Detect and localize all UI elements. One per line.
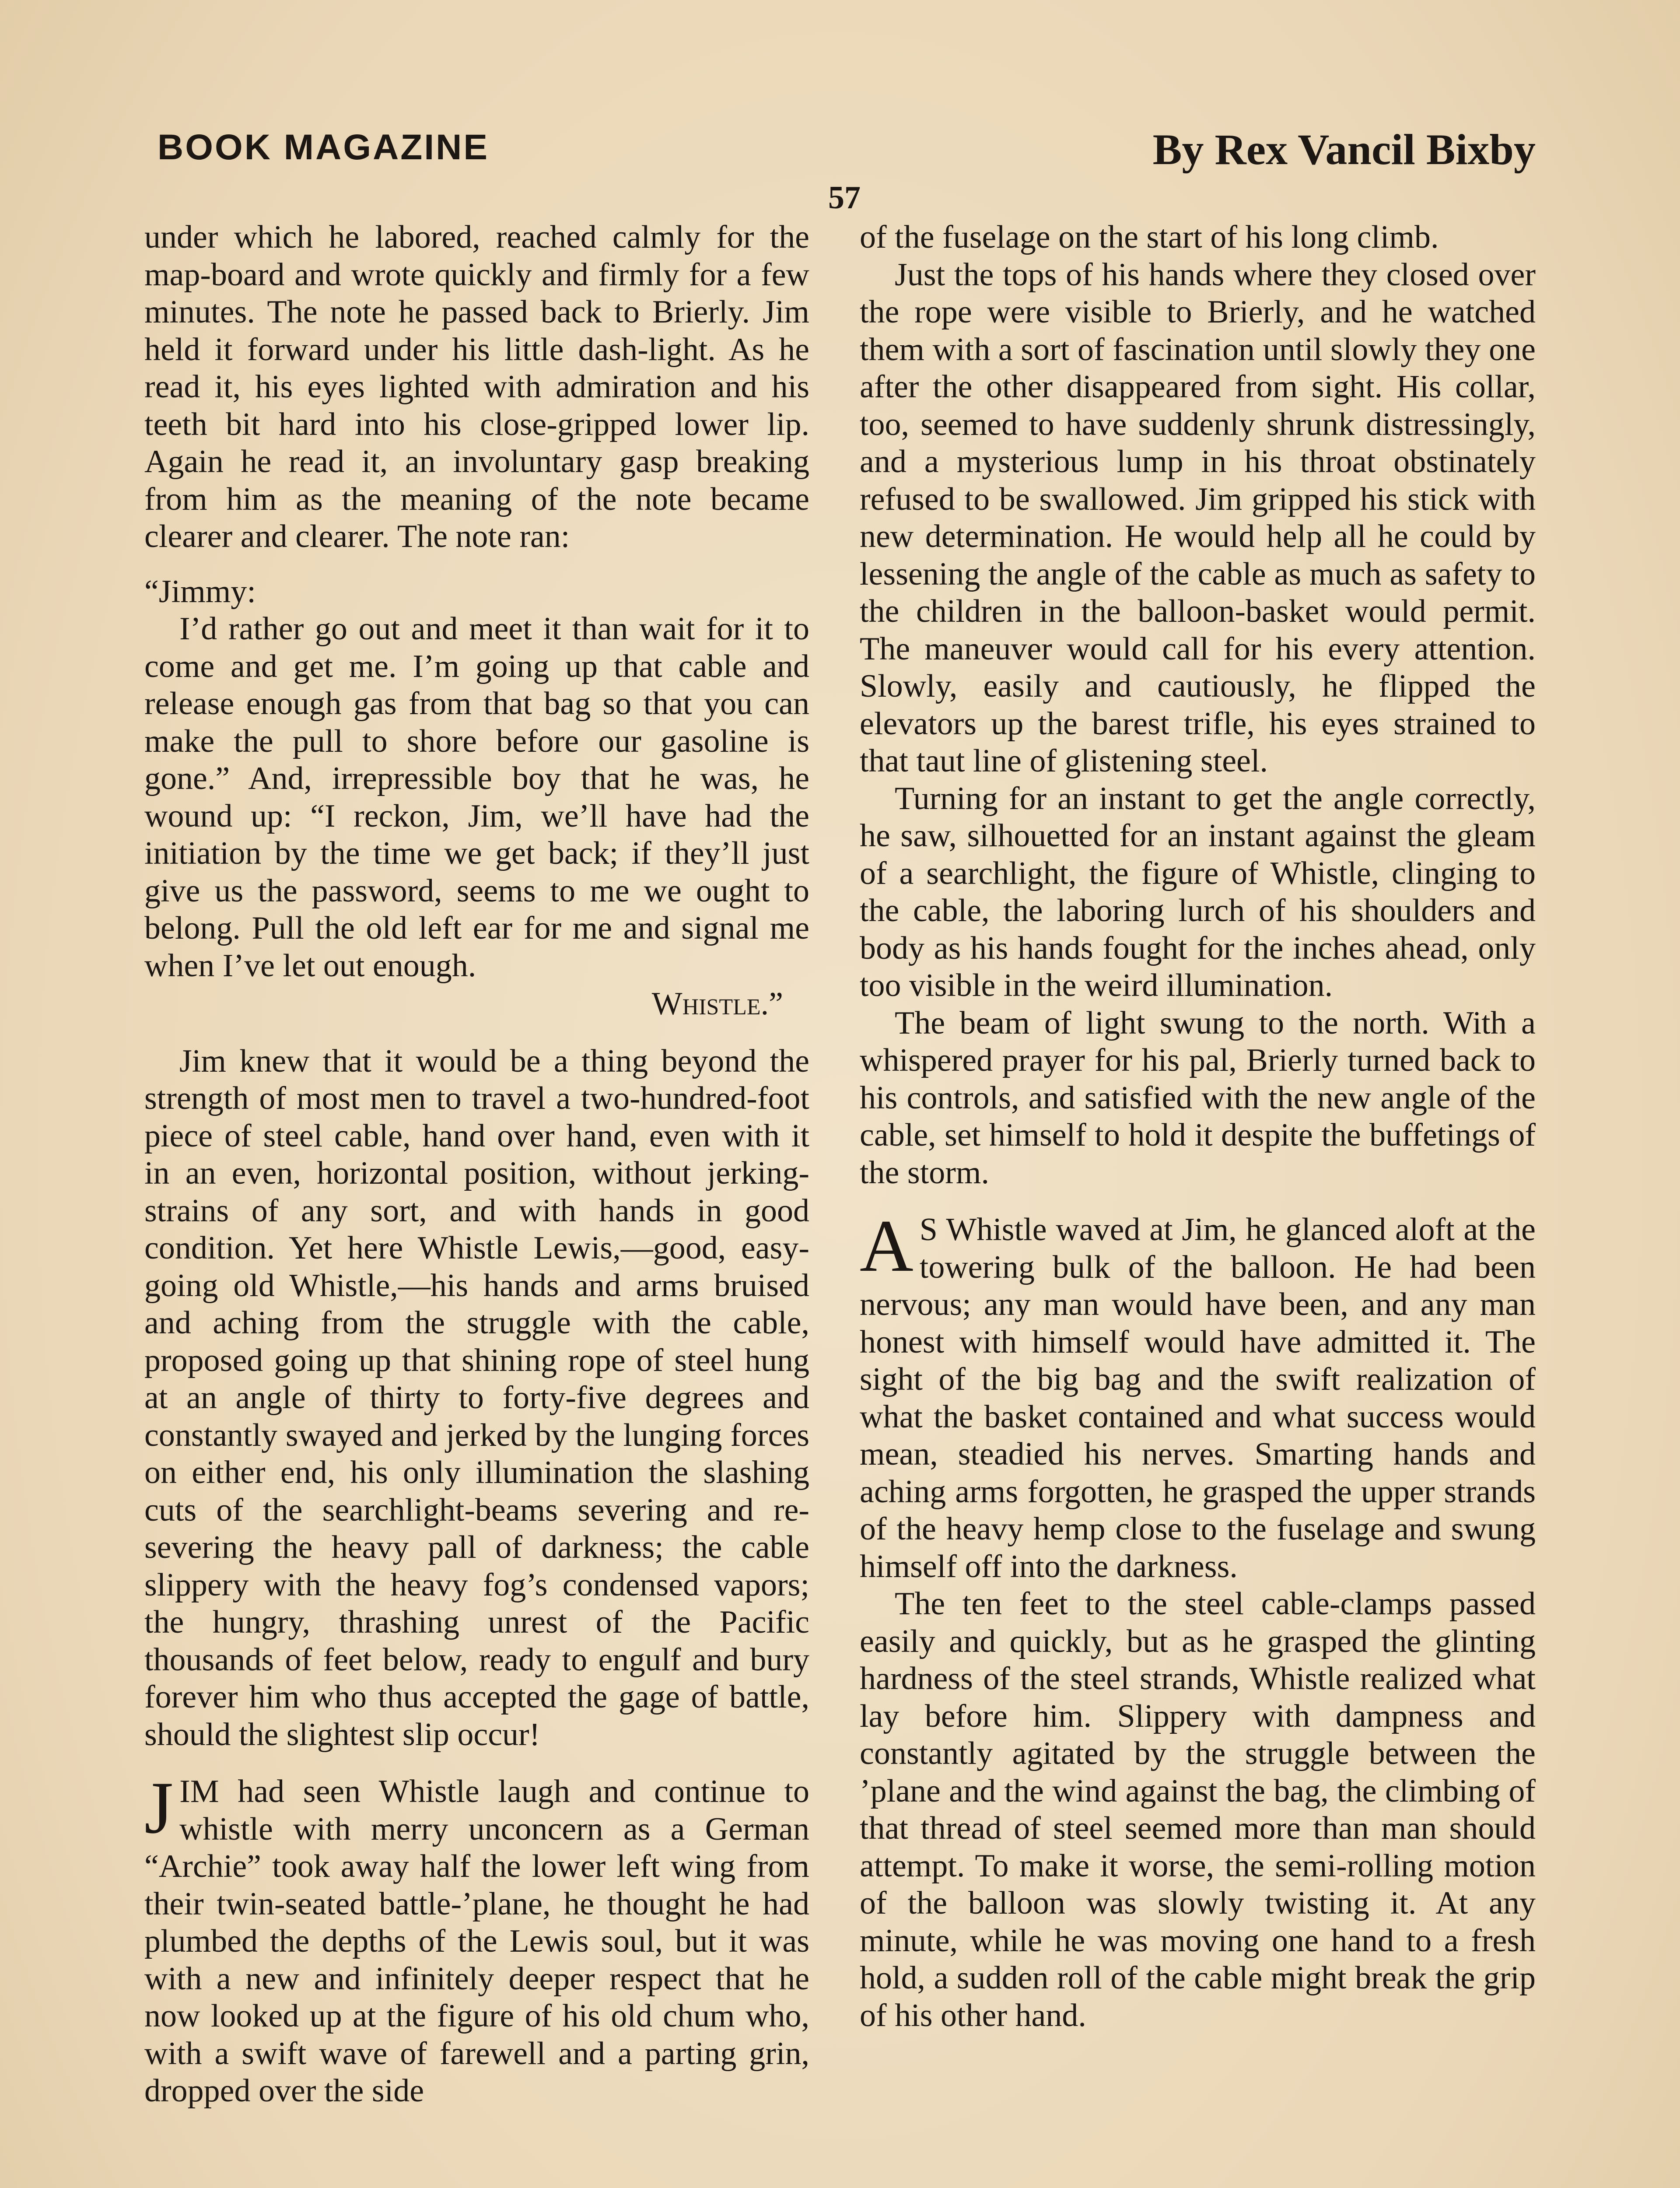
letter-signature: Whistle.”: [651, 986, 783, 1022]
right-column: [860, 219, 1536, 2034]
paragraph: The beam of light swung to the north. With a whispered prayer for his pal, Brierly turned back to his controls, and satisfied with the new angle of the cable, set himself to hold it despite the buffetings of the storm.: [860, 1005, 1536, 1191]
section-start-paragraph: [860, 1205, 1536, 1585]
drop-cap: A: [860, 1205, 914, 1287]
section-start-paragraph: [144, 1767, 809, 2110]
quoted-letter: [144, 573, 809, 1023]
paragraph: Turning for an instant to get the angle correctly, he saw, silhouetted for an instant against the gleam of a searchlight, the figure of Whistle, clinging to the cable, the laboring lurch of his shoulders and body as his hands fought for the inches ahead, only too visible in the weird illumination.: [860, 780, 1536, 1003]
paragraph: Jim knew that it would be a thing beyond the strength of most men to travel a two-hundred-foot piece of steel cable, hand over hand, even with it in an even, horizontal position, without jerking-strains of any sort, and with hands in good condition. Yet here Whistle Lewis,—good, easy-going old Whistle,—his hands and arms bruised and aching from the struggle with the cable, proposed going up that shining rope of steel hung at an angle of thirty to forty-five degrees and constantly swayed and jerked by the lunging forces on either end, his only illumination the slashing cuts of the searchlight-beams severing and re-severing the heavy pall of darkness; the cable slippery with the heavy fog’s condensed vapors; the hungry, thrashing unrest of the Pacific thousands of feet below, ready to engulf and bury forever him who thus accepted the gage of battle, should the slightest slip occur!: [144, 1043, 809, 1753]
magazine-title: BOOK MAGAZINE: [158, 127, 490, 167]
paragraph-text: IM had seen Whistle laugh and continue to whistle with merry unconcern as a German “Archie” took away half the lower left wing from their twin-seated battle-’plane, he thought he had plumbed the depths of the Lewis soul, but it was with a new and infinitely deeper respect that he now looked up at the figure of his old chum who, with a swift wave of farewell and a parting grin, dropped over the side: [144, 1774, 809, 2109]
paragraph: The ten feet to the steel cable-clamps passed easily and quickly, but as he grasped the glinting hardness of the steel strands, Whistle realized what lay before him. Slippery with dampness and constantly agitated by the struggle between the ’plane and the wind against the bag, the climbing of that thread of steel seemed more than man should attempt. To make it worse, the semi-rolling motion of the balloon was slowly twisting it. At any minute, while he was moving one hand to a fresh hold, a sudden roll of the cable might break the grip of his other hand.: [860, 1586, 1536, 2034]
author-byline: By Rex Vancil Bixby: [1152, 125, 1536, 174]
paragraph-text: S Whistle waved at Jim, he glanced aloft at the towering bulk of the balloon. He had been nervous; any man would have been, and any man honest with himself would have admitted it. The sight of the big bag and the swift realization of what the basket contained and what success would mean, steadied his nerves. Smarting hands and aching arms forgotten, he grasped the upper strands of the heavy hemp close to the fuselage and swung himself off into the darkness.: [860, 1212, 1536, 1585]
letter-body: I’d rather go out and meet it than wait for it to come and get me. I’m going up that cable and release enough gas from that bag so that you can make the pull to shore before our gasoline is gone.” And, irrepressible boy that he was, he wound up: “I reckon, Jim, we’ll have had the initiation by the time we get back; if they’ll just give us the password, seems to me we ought to belong. Pull the old left ear for me and signal me when I’ve let out enough.: [144, 611, 809, 984]
drop-cap: J: [144, 1767, 174, 1849]
left-column: [144, 219, 809, 2110]
paragraph: Just the tops of his hands where they closed over the rope were visible to Brierly, and he watched them with a sort of fascination until slowly they one after the other disappeared from sight. His collar, too, seemed to have suddenly shrunk distressingly, and a mysterious lump in his throat obstinately refused to be swallowed. Jim gripped his stick with new determination. He would help all he could by lessening the angle of the cable as much as safety to the children in the balloon-basket would permit. The maneuver would call for his every attention. Slowly, easily and cautiously, he flipped the elevators up the barest trifle, his eyes strained to that taut line of glistening steel.: [860, 256, 1536, 779]
page-header: [158, 127, 1536, 175]
page-number: 57: [828, 180, 861, 216]
paragraph: under which he labored, reached calmly for the map-board and wrote quickly and firmly for a few minutes. The note he passed back to Brierly. Jim held it forward under his little dash-light. As he read it, his eyes lighted with admiration and his teeth bit hard into his close-gripped lower lip. Again he read it, an involuntary gasp breaking from him as the meaning of the note became clearer and clearer. The note ran:: [144, 219, 809, 554]
paragraph: of the fuselage on the start of his long climb.: [860, 219, 1439, 255]
letter-salutation: “Jimmy:: [144, 573, 256, 610]
